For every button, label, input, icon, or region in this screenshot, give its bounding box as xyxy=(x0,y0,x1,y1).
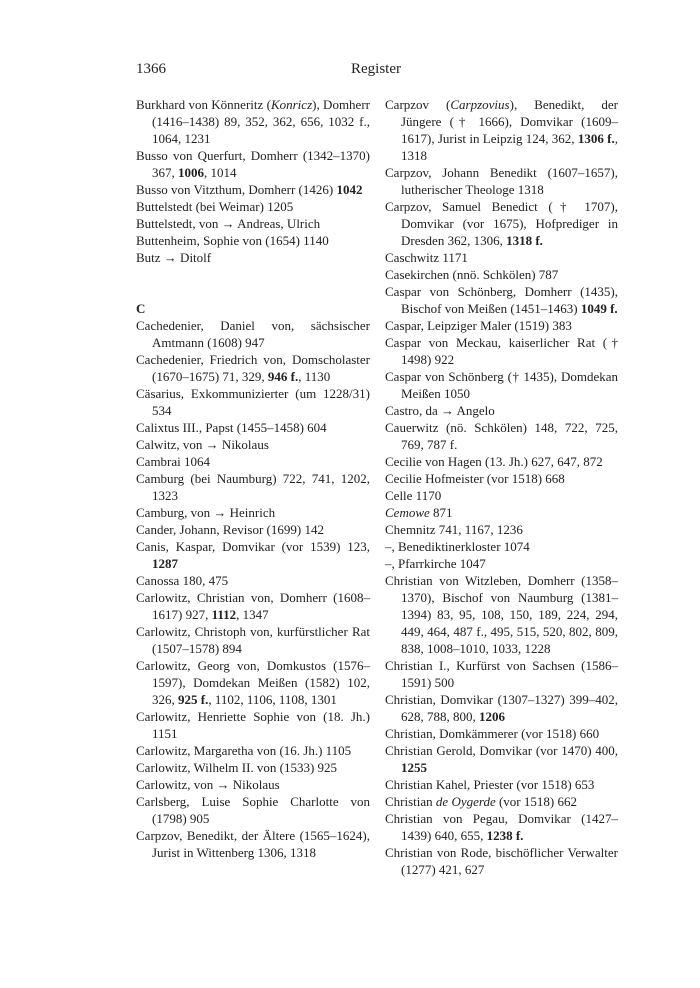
entry-text: Camburg (bei Naumburg) 722, 741, 1202, 1323 xyxy=(136,471,370,503)
index-entry xyxy=(385,317,618,334)
entry-text: Celle 1170 xyxy=(385,488,442,503)
entry-text: Christian Gerold, Domvikar (vor 1470) 400, xyxy=(385,743,618,758)
entry-text: Christian, Domvikar (1307–1327) 399–402, 628, 788, 800, xyxy=(385,692,618,724)
entry-text: Buttelstedt (bei Weimar) 1205 xyxy=(136,199,294,214)
entry-text: Cemowe xyxy=(385,505,430,520)
entry-text: –, Benediktinerkloster 1074 xyxy=(385,539,530,554)
entry-text: , 1130 xyxy=(298,369,331,384)
entry-text: , 1347 xyxy=(236,607,269,622)
index-entry xyxy=(385,555,618,572)
entry-text: Burkhard von Könneritz ( xyxy=(136,97,271,112)
page-header xyxy=(136,61,616,81)
index-entry xyxy=(385,402,618,419)
index-entry xyxy=(136,538,370,572)
index-entry xyxy=(385,453,618,470)
entry-text: Christian I., Kurfürst von Sachsen (1586–1591) 500 xyxy=(385,658,618,690)
entry-text: Carlowitz, Wilhelm II. von (1533) 925 xyxy=(136,760,338,775)
entry-text: Carlowitz, Christian von, Domherr (1608–1617) 927, xyxy=(136,590,370,622)
index-entry xyxy=(136,96,370,147)
index-entry xyxy=(136,742,370,759)
index-entry xyxy=(385,504,618,521)
index-entry xyxy=(385,657,618,691)
index-entry xyxy=(136,504,370,521)
index-entry xyxy=(385,334,618,368)
entry-text: 1206 xyxy=(479,709,505,724)
entry-text: 1306 f. xyxy=(577,131,615,146)
index-entry xyxy=(136,793,370,827)
index-entry xyxy=(136,470,370,504)
index-entry xyxy=(385,419,618,453)
entry-text: Cecilie von Hagen (13. Jh.) 627, 647, 872 xyxy=(385,454,603,469)
index-entry xyxy=(385,470,618,487)
index-entry xyxy=(136,708,370,742)
entry-text: Carlowitz, Henriette Sophie von (18. Jh.) 1151 xyxy=(136,709,370,741)
index-entry xyxy=(136,181,370,198)
index-entry xyxy=(136,623,370,657)
entry-text: Cäsarius, Exkommunizierter (um 1228/31) 534 xyxy=(136,386,370,418)
entry-text: Casekirchen (nnö. Schkölen) 787 xyxy=(385,267,559,282)
entry-text: Cecilie Hofmeister (vor 1518) 668 xyxy=(385,471,565,486)
entry-text: Konricz xyxy=(270,97,313,112)
entry-text: Carpzov, Benedikt, der Ältere (1565–1624), Jurist in Wittenberg 1306, 1318 xyxy=(136,828,370,860)
index-entry xyxy=(385,725,618,742)
entry-text: Cachedenier, Daniel von, sächsischer Amtmann (1608) 947 xyxy=(136,318,370,350)
index-entry xyxy=(136,827,370,861)
entry-text: Canossa 180, 475 xyxy=(136,573,229,588)
entry-text: Christian xyxy=(385,794,436,809)
entry-text: Carpzov, Johann Benedikt (1607–1657), lutherischer Theologe 1318 xyxy=(385,165,618,197)
entry-text: , 1102, 1106, 1108, 1301 xyxy=(208,692,337,707)
entry-text: 1042 xyxy=(336,182,363,197)
section-gap xyxy=(136,266,370,300)
index-entry xyxy=(136,453,370,470)
index-entry xyxy=(136,249,370,266)
entry-text: Calwitz, von → Nikolaus xyxy=(136,437,269,452)
index-entry xyxy=(136,232,370,249)
index-entry xyxy=(136,589,370,623)
entry-text: Buttelstedt, von → Andreas, Ulrich xyxy=(136,216,321,231)
entry-text: 1006 xyxy=(178,165,204,180)
entry-text: Christian von Witzleben, Domherr (1358–1370), Bischof von Naumburg (1381–1394) 83, 95, 108, 150, 189, 224, 294, 449, 464, 487 f., 495, 515, 520, 802, 809, 838, 1008–1010, 1033, 1228 xyxy=(385,573,618,656)
entry-text: , 1014 xyxy=(204,165,237,180)
index-entry xyxy=(136,776,370,793)
entry-text: Caspar, Leipziger Maler (1519) 383 xyxy=(385,318,572,333)
entry-text: Cander, Johann, Revisor (1699) 142 xyxy=(136,522,324,537)
entry-text: (vor 1518) 662 xyxy=(495,794,577,809)
page-number: 1366 xyxy=(136,61,166,77)
entry-text: , 1318 xyxy=(401,131,618,163)
entry-text: Cauerwitz (nö. Schkölen) 148, 722, 725, 769, 787 f. xyxy=(385,420,618,452)
index-entry xyxy=(385,776,618,793)
index-entry xyxy=(385,164,618,198)
index-entry xyxy=(385,96,618,164)
entry-text: –, Pfarrkirche 1047 xyxy=(385,556,486,571)
entry-text: ), Benedikt, der Jüngere († 1666), Domvikar (1609–1617), Jurist in Leipzig 124, 362, xyxy=(401,97,618,146)
entry-text: Christian von Rode, bischöflicher Verwalter (1277) 421, 627 xyxy=(385,845,618,877)
index-entry xyxy=(136,385,370,419)
index-entry xyxy=(385,198,618,249)
entry-text: Chemnitz 741, 1167, 1236 xyxy=(385,522,523,537)
entry-text: Carpzovius xyxy=(450,97,510,112)
entry-text: 1255 xyxy=(401,760,427,775)
entry-text: Carpzov, Samuel Benedict († 1707), Domvikar (vor 1675), Hofprediger in Dresden 362, 1306, xyxy=(385,199,618,248)
entry-text: Busso von Querfurt, Domherr (1342–1370) 367, xyxy=(136,148,370,180)
index-entry xyxy=(136,317,370,351)
entry-text: Carlowitz, von → Nikolaus xyxy=(136,777,280,792)
entry-text: 1238 f. xyxy=(486,828,524,843)
index-entry xyxy=(136,657,370,708)
index-entry xyxy=(136,198,370,215)
entry-text: Butz → Ditolf xyxy=(136,250,212,265)
entry-text: Busso von Vitzthum, Domherr (1426) xyxy=(136,182,337,197)
index-entry xyxy=(136,215,370,232)
entry-text: Christian Kahel, Priester (vor 1518) 653 xyxy=(385,777,595,792)
entry-text: Castro, da → Angelo xyxy=(385,403,495,418)
index-entry xyxy=(385,487,618,504)
index-entry xyxy=(385,283,618,317)
index-entry xyxy=(136,759,370,776)
entry-text: Caschwitz 1171 xyxy=(385,250,468,265)
section-letter: C xyxy=(136,301,146,316)
index-entry xyxy=(385,521,618,538)
entry-text: 1318 f. xyxy=(506,233,543,248)
entry-text: Calixtus III., Papst (1455–1458) 604 xyxy=(136,420,327,435)
entry-text: Caspar von Schönberg, Domherr (1435), Bischof von Meißen (1451–1463) xyxy=(385,284,618,316)
entry-text: Camburg, von → Heinrich xyxy=(136,505,276,520)
entry-text: Cambrai 1064 xyxy=(136,454,211,469)
entry-text: Carlsberg, Luise Sophie Charlotte von (1798) 905 xyxy=(136,794,370,826)
index-column-left xyxy=(136,96,370,861)
index-entry xyxy=(385,249,618,266)
index-entry xyxy=(136,351,370,385)
entry-text: 1112 xyxy=(211,607,237,622)
entry-text: de Oygerde xyxy=(435,794,496,809)
index-entry xyxy=(385,691,618,725)
index-entry xyxy=(385,368,618,402)
index-entry xyxy=(385,572,618,657)
entry-text: 946 f. xyxy=(267,369,299,384)
entry-text: Cachedenier, Friedrich von, Domscholaster (1670–1675) 71, 329, xyxy=(136,352,370,384)
index-entry xyxy=(385,742,618,776)
index-entry xyxy=(136,521,370,538)
index-entry xyxy=(136,419,370,436)
index-entry xyxy=(385,538,618,555)
entry-text: Canis, Kaspar, Domvikar (vor 1539) 123, xyxy=(136,539,370,554)
entry-text: 871 xyxy=(429,505,453,520)
entry-text: Carlowitz, Margaretha von (16. Jh.) 1105 xyxy=(136,743,352,758)
entry-text: ), Domherr (1416–1438) 89, 352, 362, 656, 1032 f., 1064, 1231 xyxy=(152,97,370,146)
entry-text: Christian, Domkämmerer (vor 1518) 660 xyxy=(385,726,600,741)
index-entry xyxy=(385,844,618,878)
index-entry xyxy=(136,572,370,589)
entry-text: 1049 f. xyxy=(580,301,618,316)
entry-text: Caspar von Schönberg († 1435), Domdekan Meißen 1050 xyxy=(385,369,618,401)
entry-text: 925 f. xyxy=(178,692,209,707)
entry-text: Carpzov ( xyxy=(385,97,451,112)
index-entry xyxy=(385,793,618,810)
index-entry xyxy=(136,436,370,453)
entry-text: Carlowitz, Georg von, Domkustos (1576–1597), Domdekan Meißen (1582) 102, 326, xyxy=(136,658,370,707)
index-entry xyxy=(136,147,370,181)
running-head: Register xyxy=(351,61,401,77)
index-entry xyxy=(385,810,618,844)
index-column-right xyxy=(385,96,618,878)
entry-text: Carlowitz, Christoph von, kurfürstlicher Rat (1507–1578) 894 xyxy=(136,624,370,656)
entry-text: Buttenheim, Sophie von (1654) 1140 xyxy=(136,233,329,248)
entry-text: Christian von Pegau, Domvikar (1427–1439) 640, 655, xyxy=(385,811,618,843)
entry-text: Caspar von Meckau, kaiserlicher Rat († 1498) 922 xyxy=(385,335,618,367)
entry-text: 1287 xyxy=(152,556,178,571)
index-entry xyxy=(385,266,618,283)
